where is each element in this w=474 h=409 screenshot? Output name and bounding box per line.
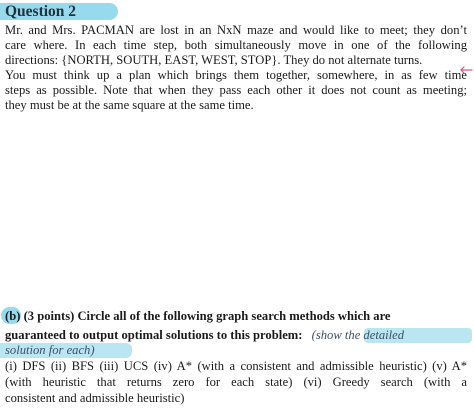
part-b-prompt-1: (3 points) Circle all of the following graph search methods which are xyxy=(23,309,391,323)
part-b-label: (b) xyxy=(5,309,21,323)
question-heading xyxy=(0,2,118,22)
intro-line-1: Mr. and Mrs. PACMAN are lost in an NxN maze and would like to meet; they don’t xyxy=(5,23,467,37)
question-title: Question 2 xyxy=(5,3,77,20)
handwritten-note-2: solution for each) xyxy=(5,343,95,357)
part-b-line-2 xyxy=(5,328,404,343)
intro-line-2: care where. In each time step, both simultaneously move in one of the following xyxy=(5,38,467,52)
part-b-prompt-2: guaranteed to output optimal solutions to this problem: xyxy=(5,328,303,342)
options-line-3: consistent and admissible heuristic) xyxy=(5,391,185,405)
intro-line-6: they must be at the same square at the same time. xyxy=(5,98,254,112)
options-line-1: (i) DFS (ii) BFS (iii) UCS (iv) A* (with a consistent and admissible heuristic) (v) A* xyxy=(5,359,467,373)
intro-line-4: You must think up a plan which brings them together, somewhere, in as few time xyxy=(5,68,467,82)
options-line-2: (with heuristic that returns zero for each state) (vi) Greedy search (with a xyxy=(5,375,467,389)
intro-line-5: steps as possible. Note that when they pass each other it does not count as meeting; xyxy=(5,83,467,97)
intro-line-3: directions: {NORTH, SOUTH, EAST, WEST, STOP}. They do not alternate turns. xyxy=(5,53,423,67)
handwritten-note-1: (show the detailed xyxy=(311,328,404,342)
part-b-line-1 xyxy=(5,309,467,324)
